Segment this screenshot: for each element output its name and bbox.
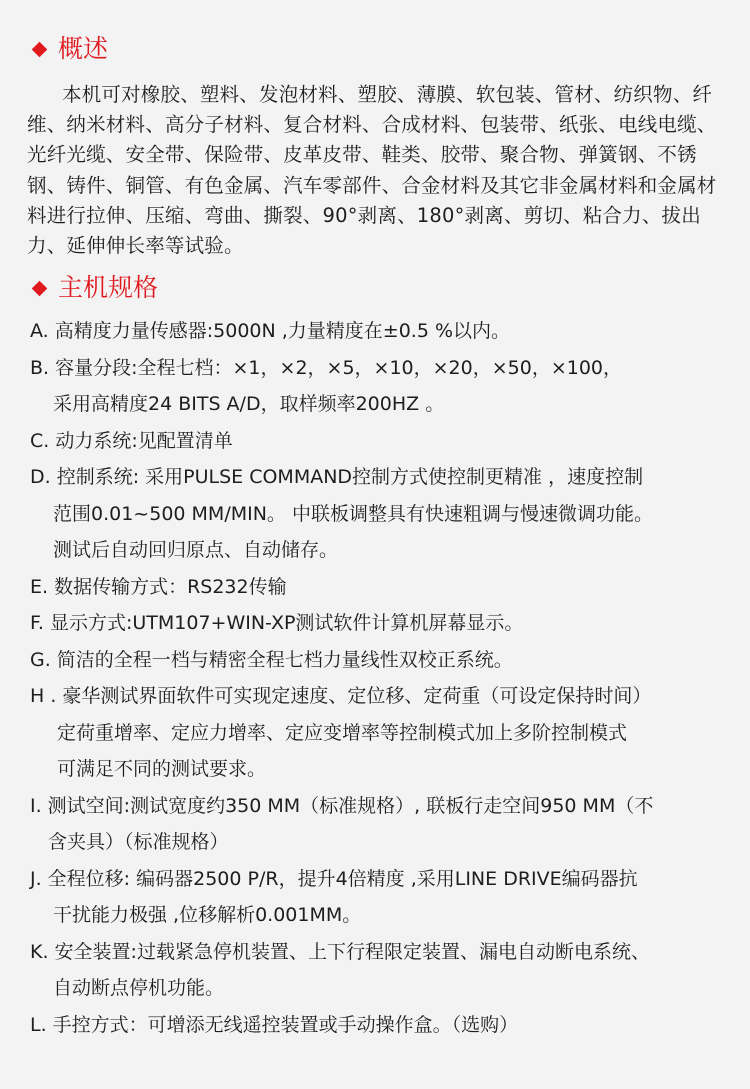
spec-line: 干扰能力极强 ,位移解析0.001MM。 — [53, 904, 362, 926]
diamond-bullet-icon — [32, 280, 48, 296]
spec-line: 范围0.01~500 MM/MIN。 中联板调整具有快速粗调与慢速微调功能。 — [53, 502, 653, 525]
spec-line: D. 控制系统: 采用PULSE COMMAND控制方式使控制更精准 ，速度控制 — [30, 466, 644, 488]
spec-list — [30, 313, 730, 1043]
spec-line: K. 安全装置:过载紧急停机装置、上下行程限定装置、漏电自动断电系统、 — [30, 940, 650, 963]
spec-line: F. 显示方式:UTM107+WIN-XP测试软件计算机屏幕显示。 — [30, 612, 524, 634]
spec-line: 含夹具）（标准规格） — [48, 831, 229, 853]
spec-line: B. 容量分段:全程七档：×1，×2，×5，×10，×20，×50，×100， — [30, 356, 623, 379]
spec-line: C. 动力系统:见配置清单 — [30, 429, 233, 452]
spec-line: G. 简洁的全程一档与精密全程七档力量线性双校正系统。 — [30, 648, 513, 671]
overview-heading — [28, 34, 108, 64]
specs-title: 主机规格 — [58, 273, 159, 302]
spec-line: A. 高精度力量传感器:5000N ,力量精度在±0.5 %以内。 — [30, 320, 511, 342]
spec-line: 定荷重增率、定应力增率、定应变增率等控制模式加上多阶控制模式 — [57, 721, 628, 744]
diamond-bullet-icon — [32, 41, 48, 57]
spec-line: 可满足不同的测试要求。 — [57, 758, 267, 780]
spec-line: L. 手控方式：可增添无线遥控装置或手动操作盒。（选购） — [30, 1013, 519, 1036]
spec-line: 自动断点停机功能。 — [53, 977, 225, 999]
spec-line: 采用高精度24 BITS A/D，取样频率200HZ 。 — [53, 393, 445, 415]
specs-heading — [28, 273, 158, 303]
overview-title: 概述 — [58, 34, 109, 63]
overview-paragraph: 本机可对橡胶、塑料、发泡材料、塑胶、薄膜、软包装、管材、纺织物、纤维、纳米材料、高分子材料、复合材料、合成材料、包装带、纸张、电线电缆、光纤光缆、安全带、保险带、皮革皮带、鞋类、胶带、聚合物、弹簧钢、不锈钢、铸件、铜管、有色金属、汽车零部件、合金材料及其它非金属材料和金属材料进行拉伸、压缩、弯曲、撕裂、90°剥离、180°剥离、剪切、粘合力、拔出力、延伸伸长率等试验。 — [27, 83, 717, 258]
spec-line: H . 豪华测试界面软件可实现定速度、定位移、定荷重（可设定保持时间） — [30, 685, 652, 707]
spec-line: J. 全程位移: 编码器2500 P/R，提升4倍精度 ,采用LINE DRIVE编码器抗 — [30, 867, 638, 890]
spec-line: E. 数据传输方式：RS232传输 — [30, 575, 287, 598]
spec-line: I. 测试空间:测试宽度约350 MM（标准规格）, 联板行走空间950 MM（不 — [30, 794, 654, 817]
spec-line: 测试后自动回归原点、自动储存。 — [53, 539, 339, 561]
